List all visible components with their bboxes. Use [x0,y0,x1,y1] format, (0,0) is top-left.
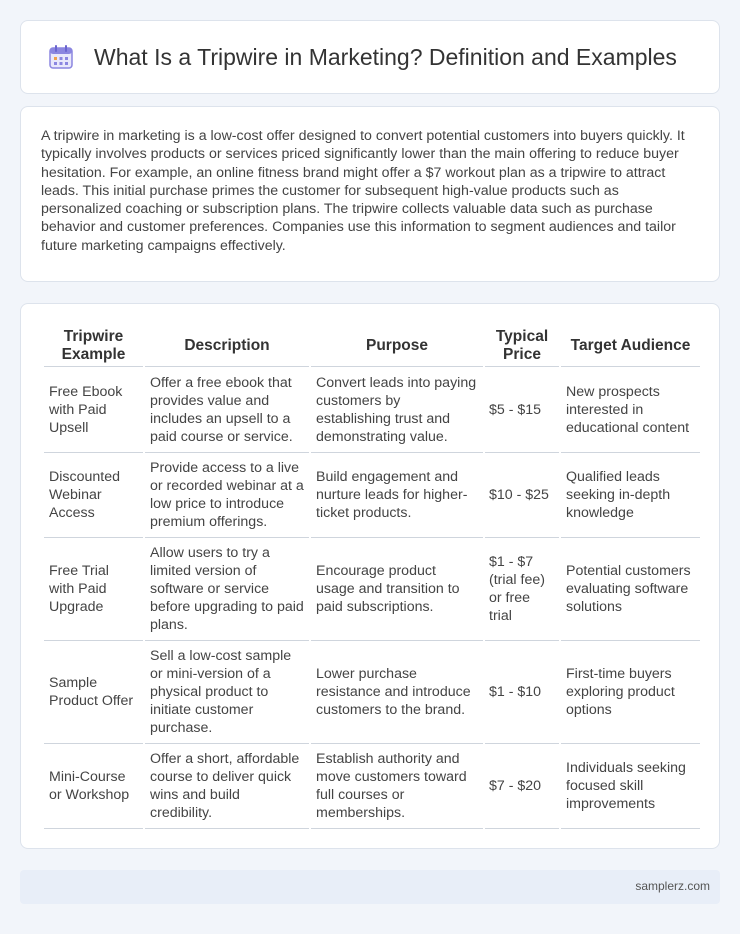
cell-description: Sell a low-cost sample or mini-version of a physical product to initiate customer purchase. [145,641,309,744]
cell-description: Offer a short, affordable course to deliver quick wins and build credibility. [145,744,309,829]
cell-price: $1 - $10 [485,641,559,744]
cell-purpose: Encourage product usage and transition to paid subscriptions. [311,538,483,641]
cell-audience: First-time buyers exploring product options [561,641,700,744]
table-row [44,538,700,641]
cell-audience: Potential customers evaluating software solutions [561,538,700,641]
page-title: What Is a Tripwire in Marketing? Definition and Examples [94,43,677,70]
table-row [44,641,700,744]
cell-purpose: Convert leads into paying customers by establishing trust and demonstrating value. [311,367,483,453]
table-row [44,453,700,538]
cell-price: $7 - $20 [485,744,559,829]
cell-example: Free Ebook with Paid Upsell [44,367,143,453]
cell-example: Sample Product Offer [44,641,143,744]
header-description: Description [145,325,309,367]
cell-price: $10 - $25 [485,453,559,538]
cell-audience: Individuals seeking focused skill improvements [561,744,700,829]
tripwire-table [42,325,702,829]
table-row [44,367,700,453]
intro-paragraph: A tripwire in marketing is a low-cost offer designed to convert potential customers into buyers quickly. It typically involves products or services priced significantly lower than the main offering to reduce buyer hesitation. For example, an online fitness brand might offer a $7 workout plan as a tripwire to attract leads. This initial purchase primes the customer for subsequent high-value products such as personalized coaching or subscription plans. The tripwire collects valuable data such as purchase behavior and customer preferences. Companies use this information to segment audiences and tailor future marketing campaigns effectively. [41,128,685,254]
cell-audience: New prospects interested in educational content [561,367,700,453]
cell-price: $5 - $15 [485,367,559,453]
header-target-audience: Target Audience [561,325,700,367]
cell-description: Allow users to try a limited version of software or service before upgrading to paid plans. [145,538,309,641]
table-row [44,744,700,829]
calendar-icon [48,44,74,70]
cell-audience: Qualified leads seeking in-depth knowledge [561,453,700,538]
cell-price: $1 - $7 (trial fee) or free trial [485,538,559,641]
cell-example: Discounted Webinar Access [44,453,143,538]
table-card [20,303,720,849]
header-typical-price: Typical Price [485,325,559,367]
footer-bar [20,870,720,904]
cell-description: Provide access to a live or recorded webinar at a low price to introduce premium offerings. [145,453,309,538]
cell-example: Free Trial with Paid Upgrade [44,538,143,641]
cell-purpose: Establish authority and move customers toward full courses or memberships. [311,744,483,829]
table-header-row [44,325,700,367]
cell-purpose: Lower purchase resistance and introduce customers to the brand. [311,641,483,744]
cell-purpose: Build engagement and nurture leads for higher-ticket products. [311,453,483,538]
footer-site-link[interactable]: samplerz.com [635,879,710,893]
intro-card [20,106,720,282]
header-tripwire-example: Tripwire Example [44,325,143,367]
cell-example: Mini-Course or Workshop [44,744,143,829]
title-card [20,20,720,94]
header-purpose: Purpose [311,325,483,367]
cell-description: Offer a free ebook that provides value and includes an upsell to a paid course or service. [145,367,309,453]
